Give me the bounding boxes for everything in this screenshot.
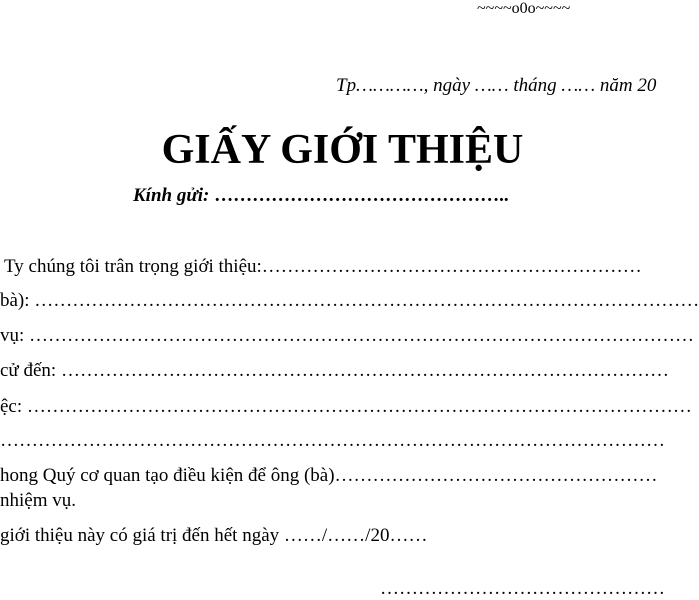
- header-ornament: ~~~~o0o~~~~: [477, 0, 571, 17]
- recipient-blank: ………………………………………..: [209, 185, 509, 206]
- validity-line: giới thiệu này có giá trị đến hết ngày ……/……/20……: [0, 525, 428, 546]
- field-introduced-company: Ty chúng tôi trân trọng giới thiệu:……………………………………………………: [4, 256, 642, 277]
- footer-partial: [380, 578, 680, 599]
- field-sent-to: cử đến: ……………………………………………………………………………………: [0, 360, 669, 381]
- field-position: vụ: ……………………………………………………………………………………………: [0, 325, 695, 346]
- recipient-line: [133, 185, 509, 207]
- field-purpose: ệc: ……………………………………………………………………………………………: [0, 396, 692, 417]
- dateline: Tp…………, ngày …… tháng …… năm 20: [336, 75, 657, 96]
- document-title: GIẤY GIỚI THIỆU: [161, 127, 524, 173]
- field-continuation: ……………………………………………………………………………………………: [0, 430, 665, 451]
- request-line-1: hong Quý cơ quan tạo điều kiện để ông (bà)……………………………………………: [0, 465, 658, 486]
- request-line-2: nhiệm vụ.: [0, 490, 76, 511]
- recipient-label: Kính gửi:: [133, 185, 210, 206]
- footer-partial-text: ………………………………………: [380, 578, 665, 599]
- field-person-name: bà): ……………………………………………………………………………………………: [0, 290, 699, 311]
